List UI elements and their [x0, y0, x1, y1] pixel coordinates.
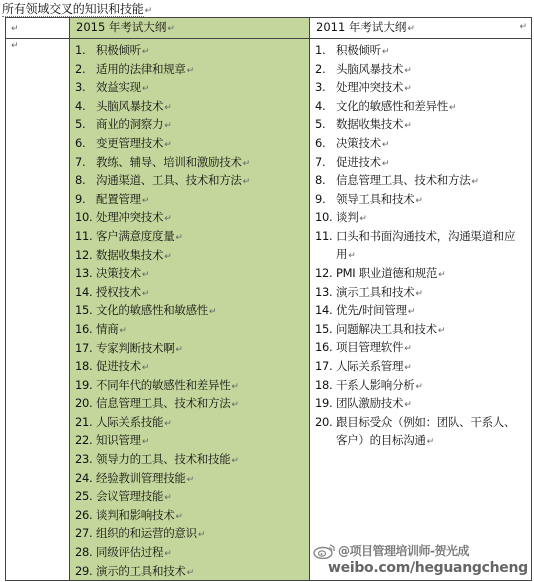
item-number: 11.	[315, 228, 333, 243]
item-number: 1.	[75, 43, 86, 57]
paragraph-mark: ↵	[381, 139, 390, 150]
item-number: 5.	[75, 117, 86, 132]
paragraph-mark: ↵	[141, 84, 150, 95]
list-item	[310, 208, 531, 227]
item-text: 数据收集技术	[96, 247, 164, 262]
item-text: 效益实现	[96, 80, 141, 95]
header-2011	[310, 18, 532, 39]
list-item	[310, 320, 531, 339]
list-item	[70, 450, 309, 469]
item-text: 沟通渠道、工具、技术和方法	[96, 173, 242, 188]
item-number: 4.	[75, 98, 86, 113]
item-text: 决策技术	[96, 266, 141, 281]
paragraph-mark: ↵	[437, 325, 446, 336]
paragraph-mark: ↵	[242, 158, 250, 169]
item-number: 6.	[75, 135, 86, 150]
item-text: 适用的法律和规章	[96, 61, 186, 76]
paragraph-mark: ↵	[404, 65, 412, 76]
item-number: 26.	[75, 507, 93, 522]
item-text: 促进技术	[336, 154, 381, 169]
paragraph-mark: ↵	[141, 437, 150, 448]
item-number: 17.	[315, 358, 333, 373]
item-number: 22.	[75, 433, 93, 448]
paragraph-mark: ↵	[231, 456, 239, 467]
item-number: 18.	[75, 359, 93, 374]
paragraph-mark: ↵	[186, 567, 194, 578]
paragraph-mark: ↵	[141, 270, 150, 281]
list-item	[310, 171, 531, 190]
item-number: 8.	[75, 173, 86, 188]
item-text: 领导工具和技术	[336, 191, 415, 206]
list-2015	[70, 39, 309, 580]
list-item	[310, 394, 531, 413]
item-text: 头脑风暴技术	[96, 98, 164, 113]
item-number: 11.	[75, 228, 93, 243]
item-text: 文化的敏感性和差异性	[336, 98, 448, 113]
list-item	[70, 227, 309, 246]
table-body-row	[6, 39, 532, 581]
list-item	[70, 190, 309, 209]
item-text: 优先/时间管理	[336, 303, 407, 318]
list-item	[70, 487, 309, 506]
list-item	[70, 208, 309, 227]
paragraph-mark: ↵	[164, 214, 172, 225]
list-item	[310, 115, 531, 134]
paragraph-mark: ↵	[164, 121, 172, 132]
item-number: 2.	[75, 61, 86, 76]
paragraph-mark: ↵	[407, 307, 416, 318]
item-number: 29.	[75, 563, 93, 578]
item-number: 9.	[315, 191, 326, 206]
list-item	[70, 320, 309, 339]
item-text: 配置管理	[96, 191, 141, 206]
paragraph-mark: ↵	[175, 511, 183, 522]
item-number: 23.	[75, 452, 93, 467]
item-text: 不同年代的敏感性和差异性	[96, 377, 231, 392]
list-item	[70, 78, 309, 97]
item-number: 10.	[75, 210, 93, 225]
item-number: 25.	[75, 489, 93, 504]
item-number: 7.	[315, 154, 326, 169]
list-item	[310, 78, 531, 97]
item-number: 21.	[75, 414, 93, 429]
paragraph-mark: ↵	[231, 381, 239, 392]
item-text: 信息管理工具、技术和方法	[336, 173, 471, 188]
table-header-row	[6, 18, 532, 39]
paragraph-mark: ↵	[449, 102, 457, 113]
paragraph-mark: ↵	[471, 177, 479, 188]
paragraph-mark: ↵	[186, 65, 194, 76]
list-item	[310, 134, 531, 153]
paragraph-mark: ↵	[175, 344, 183, 355]
item-number: 12.	[75, 247, 93, 262]
item-text: 口头和书面沟通技术，沟通渠道和应用	[336, 228, 516, 262]
list-item	[70, 264, 309, 283]
item-number: 16.	[75, 321, 93, 336]
paragraph-mark: ↵	[242, 177, 250, 188]
paragraph-mark: ↵	[141, 195, 150, 206]
item-number: 20.	[75, 396, 93, 411]
paragraph-mark: ↵	[381, 158, 390, 169]
list-item	[70, 171, 309, 190]
list-item	[70, 543, 309, 562]
item-number: 3.	[75, 80, 86, 95]
list-item	[70, 115, 309, 134]
item-number: 20.	[315, 414, 333, 429]
item-number: 15.	[75, 303, 93, 318]
item-text: PMI 职业道德和规范	[336, 265, 438, 280]
section-title-text: 所有领域交叉的知识和技能	[2, 2, 144, 16]
item-text: 积极倾听	[96, 43, 141, 57]
paragraph-mark: ↵	[404, 121, 412, 132]
list-item	[310, 190, 531, 209]
header-blank-cell	[6, 18, 70, 39]
list-item	[70, 506, 309, 525]
item-text: 经验教训管理技能	[96, 470, 186, 485]
item-number: 6.	[315, 135, 326, 150]
watermark-author: @项目管理培训师-贺光成	[338, 544, 469, 558]
item-number: 12.	[315, 265, 333, 280]
item-number: 1.	[315, 43, 326, 57]
paragraph-mark: ↵	[381, 47, 390, 57]
item-number: 10.	[315, 210, 333, 225]
list-item	[70, 524, 309, 543]
item-number: 7.	[75, 154, 86, 169]
list-item	[70, 153, 309, 172]
paragraph-mark: ↵	[415, 381, 423, 392]
item-number: 13.	[315, 284, 333, 299]
item-number: 13.	[75, 266, 93, 281]
item-text: 促进技术	[96, 359, 141, 374]
paragraph-mark: ↵	[404, 400, 412, 411]
weibo-logo-icon	[313, 542, 337, 559]
item-number: 27.	[75, 526, 93, 541]
item-text: 信息管理工具、技术和方法	[96, 396, 231, 411]
paragraph-mark: ↵	[175, 232, 183, 243]
list-item	[310, 264, 531, 283]
paragraph-mark: ↵	[164, 418, 172, 429]
item-text: 问题解决工具和技术	[336, 321, 437, 336]
list-item	[310, 338, 531, 357]
item-number: 4.	[315, 98, 326, 113]
item-text: 项目管理软件	[336, 340, 404, 355]
item-text: 同级评估过程	[96, 545, 164, 560]
item-number: 16.	[315, 340, 333, 355]
list-item	[70, 431, 309, 450]
paragraph-mark: ↵	[231, 400, 239, 411]
paragraph-mark: ↵	[415, 288, 423, 299]
item-text: 知识管理	[96, 433, 141, 448]
paragraph-mark: ↵	[404, 344, 412, 355]
item-number: 15.	[315, 321, 333, 336]
paragraph-mark: ↵	[164, 549, 172, 560]
item-text: 谈判和影响技术	[96, 507, 175, 522]
paragraph-mark: ↵	[141, 288, 150, 299]
section-title	[2, 1, 152, 18]
item-text: 会议管理技能	[96, 489, 164, 504]
paragraph-mark: ↵	[348, 251, 356, 262]
paragraph-mark: ↵	[359, 214, 367, 225]
list-item	[70, 60, 309, 79]
paragraph-mark: ↵	[141, 363, 150, 374]
list-item	[70, 41, 309, 60]
item-text: 人际关系管理	[336, 358, 404, 373]
item-text: 情商	[96, 321, 119, 336]
paragraph-mark: ↵	[197, 530, 206, 541]
list-item	[310, 60, 531, 79]
list-item	[310, 301, 531, 320]
list-item	[70, 97, 309, 116]
paragraph-mark: ↵	[186, 474, 194, 485]
paragraph-mark: ↵	[167, 24, 175, 34]
list-item	[310, 357, 531, 376]
item-text: 团队激励技术	[336, 396, 404, 411]
paragraph-mark: ↵	[144, 6, 152, 16]
item-number: 18.	[315, 377, 333, 392]
item-text: 变更管理技术	[96, 135, 164, 150]
item-text: 客户满意度度量	[96, 228, 175, 243]
row-end-mark: ↵	[519, 22, 527, 32]
item-text: 专家判断技术啊	[96, 340, 175, 355]
paragraph-mark: ↵	[407, 24, 415, 34]
item-text: 处理冲突技术	[96, 210, 164, 225]
paragraph-mark: ↵	[11, 41, 19, 51]
list-item	[310, 41, 531, 60]
item-text: 组织的和运营的意识	[96, 526, 197, 541]
paragraph-mark: ↵	[415, 195, 423, 206]
item-number: 9.	[75, 191, 86, 206]
paragraph-mark: ↵	[426, 437, 434, 448]
item-number: 2.	[315, 61, 326, 76]
paragraph-mark: ↵	[141, 47, 150, 57]
syllabus-comparison-table	[5, 17, 532, 581]
list-item	[310, 413, 531, 450]
list-item	[70, 562, 309, 581]
item-text: 数据收集技术	[336, 117, 404, 132]
paragraph-mark: ↵	[119, 325, 127, 336]
list-item	[70, 394, 309, 413]
watermark-url: weibo.com/heguangcheng	[328, 560, 528, 576]
item-number: 24.	[75, 470, 93, 485]
item-text: 跟目标受众（例如：团队、干系人、客户）的目标沟通	[336, 414, 516, 448]
item-text: 领导力的工具、技术和技能	[96, 452, 231, 467]
paragraph-mark: ↵	[404, 362, 412, 373]
item-number: 28.	[75, 545, 93, 560]
item-text: 头脑风暴技术	[336, 61, 404, 76]
list-item	[70, 301, 309, 320]
item-number: 17.	[75, 340, 93, 355]
list-item	[70, 339, 309, 358]
list-item	[70, 134, 309, 153]
item-number: 8.	[315, 173, 326, 188]
item-text: 谈判	[336, 210, 359, 225]
item-text: 教练、辅导、培训和激励技术	[96, 154, 242, 169]
paragraph-mark: ↵	[11, 24, 19, 34]
body-blank-cell	[6, 39, 70, 581]
list-item	[310, 153, 531, 172]
list-item	[70, 246, 309, 265]
list-item	[310, 227, 531, 264]
item-number: 3.	[315, 80, 326, 95]
list-2011	[310, 39, 531, 450]
paragraph-mark: ↵	[164, 102, 172, 113]
item-text: 人际关系技能	[96, 414, 164, 429]
list-item	[70, 376, 309, 395]
paragraph-mark: ↵	[209, 307, 217, 318]
item-text: 演示工具和技术	[336, 284, 415, 299]
header-2015-label: 2015 年考试大纲	[76, 20, 167, 34]
item-text: 授权技术	[96, 284, 141, 299]
item-number: 14.	[75, 284, 93, 299]
list-item	[70, 357, 309, 376]
list-item	[70, 469, 309, 488]
item-number: 19.	[315, 396, 333, 411]
item-number: 14.	[315, 303, 333, 318]
list-2011-cell	[310, 39, 532, 581]
paragraph-mark: ↵	[404, 84, 412, 95]
paragraph-mark: ↵	[164, 493, 172, 504]
item-text: 干系人影响分析	[336, 377, 415, 392]
list-item	[310, 376, 531, 395]
item-text: 处理冲突技术	[336, 80, 404, 95]
list-2015-cell	[70, 39, 310, 581]
header-2015	[70, 18, 310, 39]
list-item	[70, 413, 309, 432]
list-item	[310, 283, 531, 302]
item-text: 演示的工具和技术	[96, 563, 186, 578]
item-number: 19.	[75, 377, 93, 392]
list-item	[70, 283, 309, 302]
paragraph-mark: ↵	[438, 269, 446, 280]
item-text: 积极倾听	[336, 43, 381, 57]
item-text: 商业的洞察力	[96, 117, 164, 132]
paragraph-mark: ↵	[164, 139, 172, 150]
paragraph-mark: ↵	[164, 251, 172, 262]
item-text: 文化的敏感性和敏感性	[96, 303, 208, 318]
item-number: 5.	[315, 117, 326, 132]
item-text: 决策技术	[336, 135, 381, 150]
header-2011-label: 2011 年考试大纲	[316, 20, 407, 34]
list-item	[310, 97, 531, 116]
